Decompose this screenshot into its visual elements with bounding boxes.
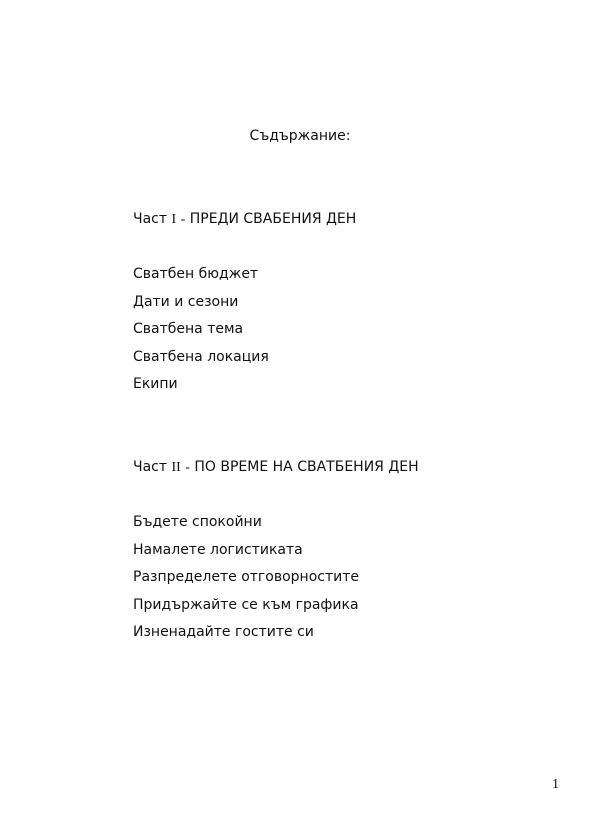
page-number: 1: [552, 777, 559, 792]
part-2-title: ПО ВРЕМЕ НА СВАТБЕНИЯ ДЕН: [194, 459, 419, 475]
part-1-prefix: Част: [133, 211, 168, 227]
toc-item: Намалете логистиката: [133, 541, 303, 558]
toc-item: Дати и сезони: [133, 293, 239, 310]
toc-item: Екипи: [133, 376, 178, 392]
part-1-items: [133, 264, 269, 402]
part-1-heading: [133, 209, 356, 230]
part-2-separator: -: [185, 460, 190, 475]
part-2-roman-numeral: II: [171, 460, 181, 475]
toc-item: Сватбена тема: [133, 321, 244, 337]
toc-item: Разпределете отговорностите: [133, 569, 359, 585]
part-1-roman-numeral: I: [171, 212, 177, 227]
part-2-prefix: Част: [133, 459, 168, 475]
toc-item: Сватбен бюджет: [133, 266, 259, 282]
toc-item: Придържайте се към графика: [133, 596, 359, 613]
part-2-items: [133, 512, 359, 650]
part-1-separator: -: [180, 212, 186, 227]
toc-item: Сватбена локация: [133, 348, 269, 365]
toc-title: Съдържание:: [249, 128, 351, 144]
part-2-heading: [133, 457, 419, 478]
toc-item: Изненадайте гостите си: [133, 624, 314, 640]
part-1-title: ПРЕДИ СВАБЕНИЯ ДЕН: [189, 211, 357, 227]
toc-item: Бъдете спокойни: [133, 514, 262, 530]
